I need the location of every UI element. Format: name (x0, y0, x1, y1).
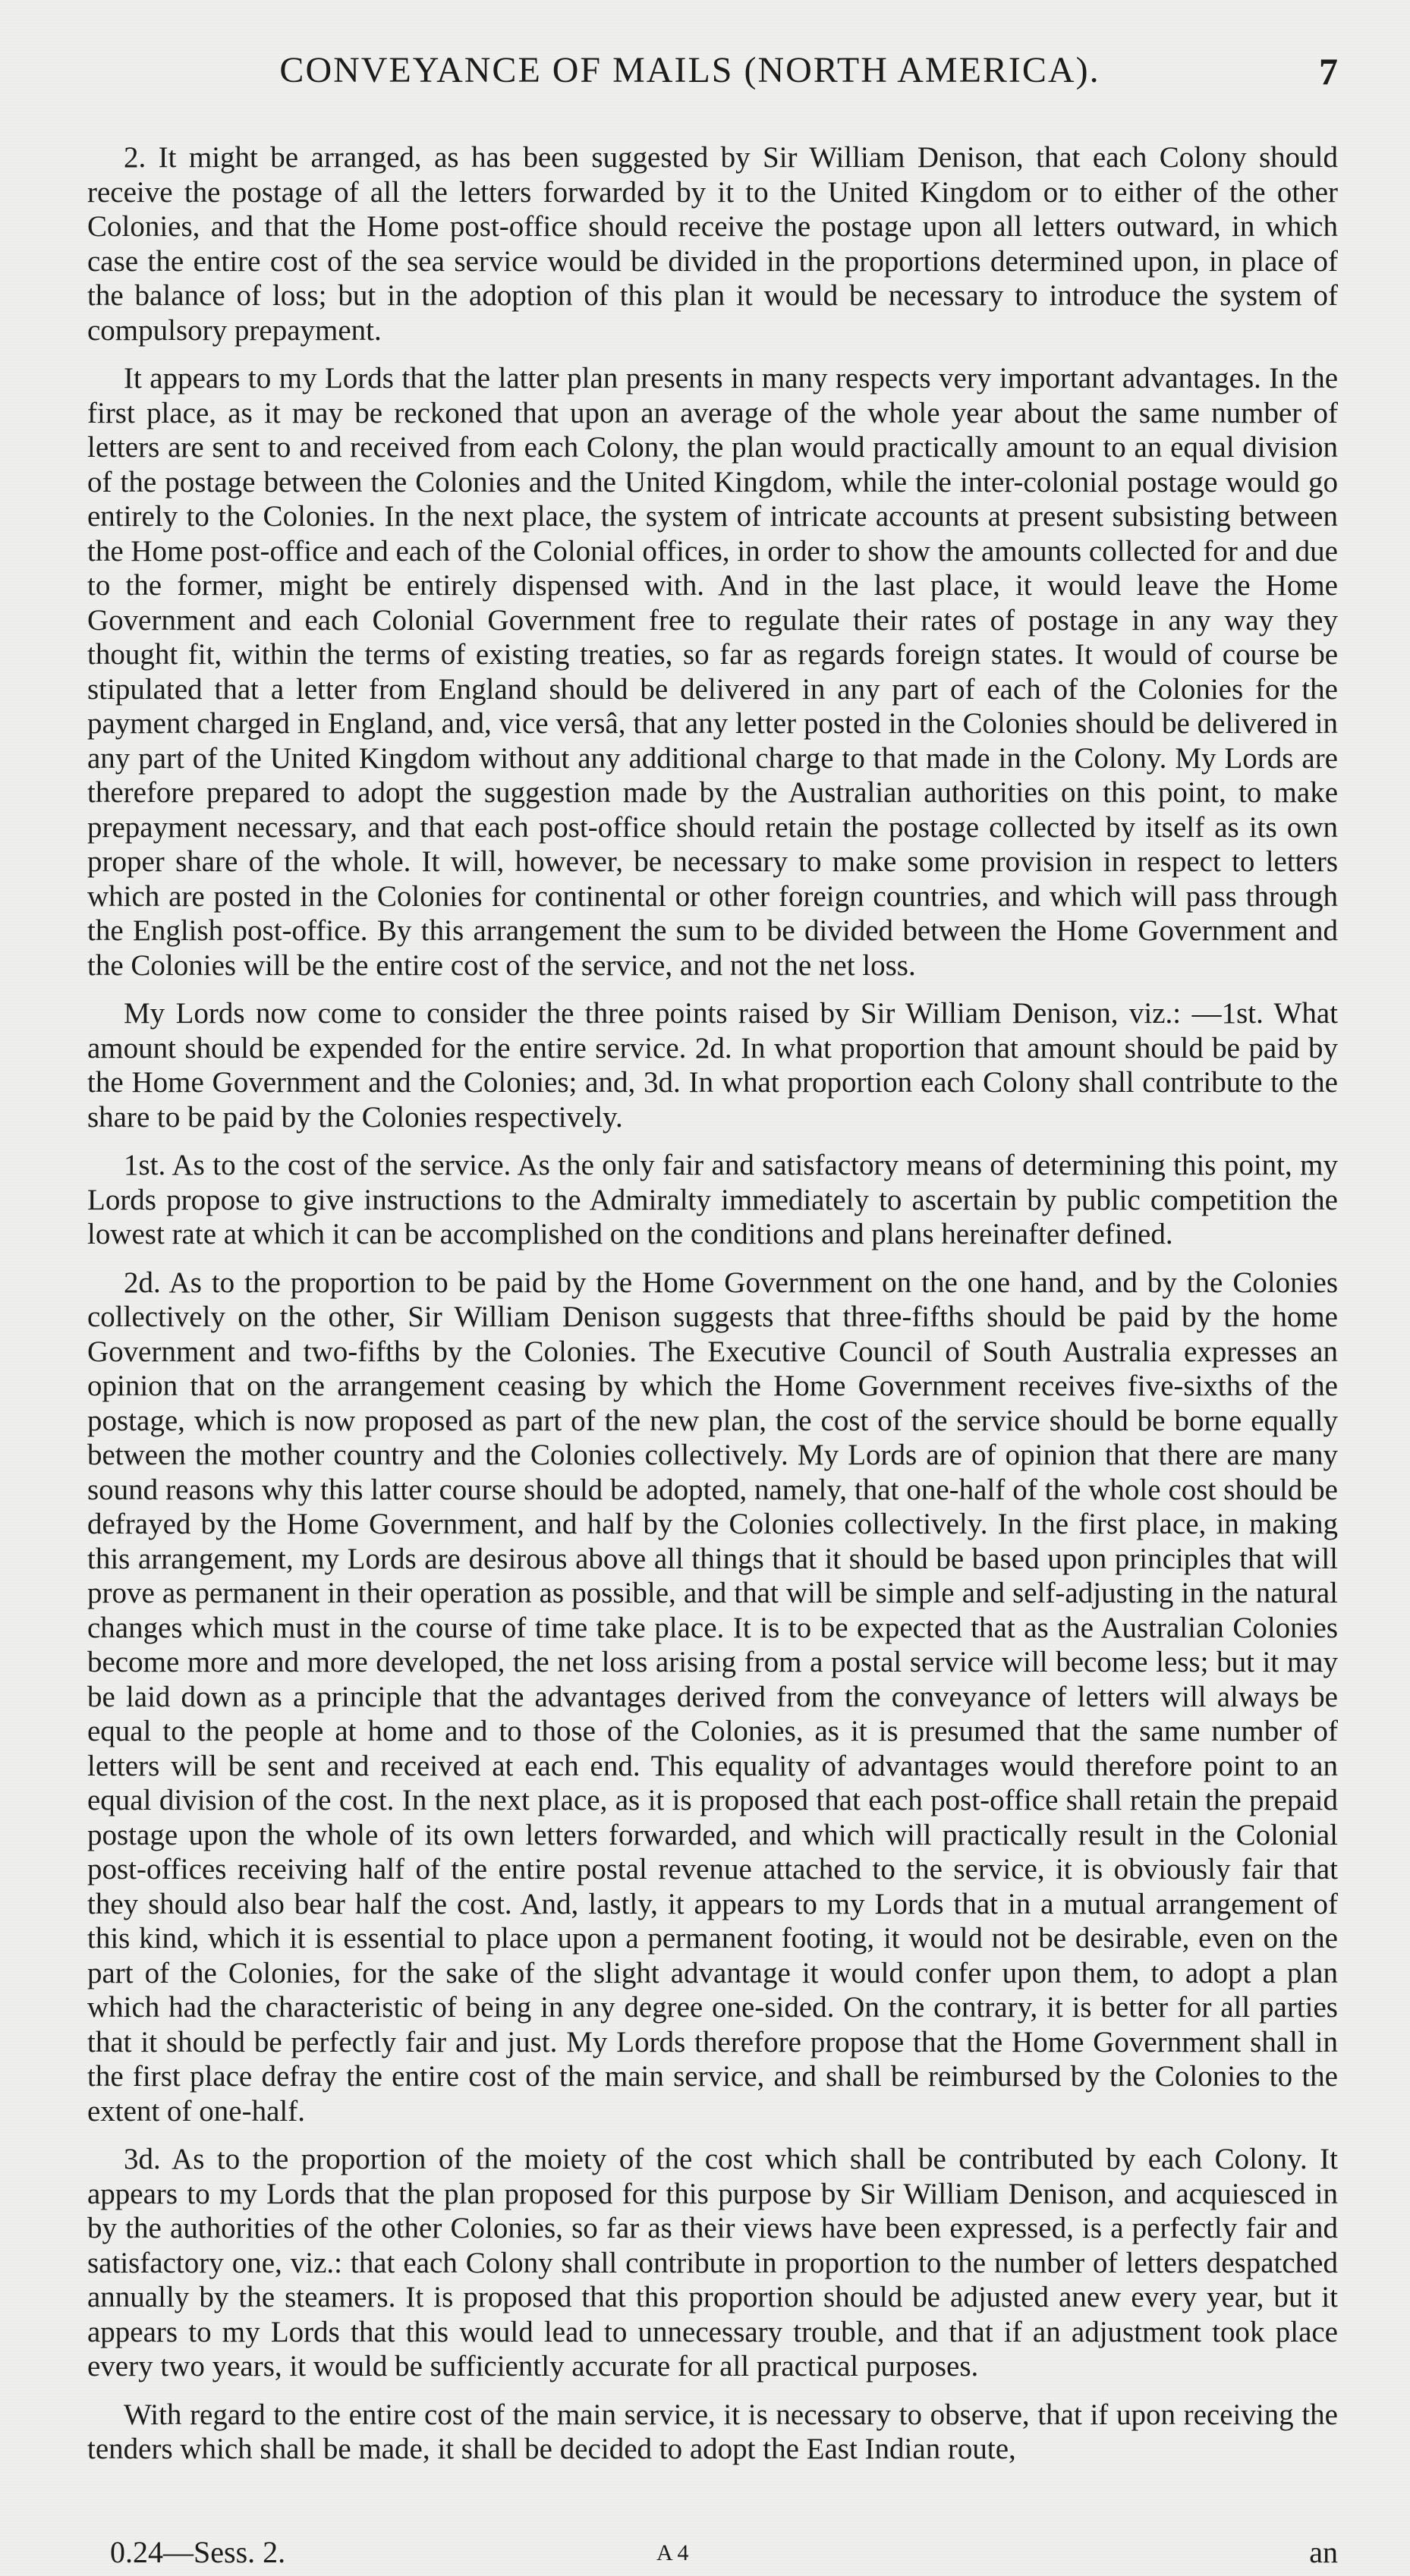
page-footer (87, 2534, 1338, 2572)
paragraph: My Lords now come to consider the three points raised by Sir William Denison, viz.: —1st. What amount should be expended for the entire service. 2d. In what proportion that amount should be paid by the Home Government and the Colonies; and, 3d. In what proportion each Colony shall contribute to the share to be paid by the Colonies respectively. (87, 997, 1338, 1134)
paragraph: 2d. As to the proportion to be paid by the Home Government on the one hand, and by the Colonies collectively on the other, Sir William Denison suggests that three-fifths should be paid by the home Government and two-fifths by the Colonies. The Executive Council of South Australia expresses an opinion that on the arrangement ceasing by which the Home Government receives five-sixths of the postage, which is now proposed as part of the new plan, the cost of the service should be borne equally between the mother country and the Colonies collectively. My Lords are of opinion that there are many sound reasons why this latter course should be adopted, namely, that one-half of the whole cost should be defrayed by the Home Government, and half by the Colonies collectively. In the first place, in making this arrangement, my Lords are desirous above all things that it should be based upon principles that will prove as permanent in their operation as possible, and that will be simple and self-adjusting in the natural changes which must in the course of time take place. It is to be expected that as the Australian Colonies become more and more developed, the net loss arising from a postal service will become less; but it may be laid down as a principle that the advantages derived from the conveyance of letters will always be equal to the people at home and to those of the Colonies, as it is presumed that the same number of letters will be sent and received at each end. This equality of advantages would therefore point to an equal division of the cost. In the next place, as it is proposed that each post-office shall retain the prepaid postage upon the whole of its own letters forwarded, and which will practically result in the Colonial post-offices receiving half of the entire postal revenue attached to the service, it is obviously fair that they should also bear half the cost. And, lastly, it appears to my Lords that in a mutual arrangement of this kind, which it is essential to place upon a permanent footing, it would not be desirable, even on the part of the Colonies, for the sake of the slight advantage it would confer upon them, to adopt a plan which had the characteristic of being in any degree one-sided. On the contrary, it is better for all parties that it should be perfectly fair and just. My Lords therefore propose that the Home Government shall in the first place defray the entire cost of the main service, and shall be reimbursed by the Colonies to the extent of one-half. (87, 1266, 1338, 2128)
running-head (87, 42, 1338, 110)
paragraph: 2. It might be arranged, as has been suggested by Sir William Denison, that each Colony should receive the postage of all the letters forwarded by it to the United Kingdom or to either of the other Colonies, and that the Home post-office should receive the postage upon all letters outward, in which case the entire cost of the sea service would be divided in the proportions determined upon, in place of the balance of loss; but in the adoption of this plan it would be necessary to introduce the system of compulsory prepayment. (87, 141, 1338, 347)
paragraph: 3d. As to the proportion of the moiety of the cost which shall be contributed by each Colony. It appears to my Lords that the plan proposed for this purpose by Sir William Denison, and acquiesced in by the authorities of the other Colonies, so far as their views have been expressed, is a perfectly fair and satisfactory one, viz.: that each Colony shall contribute in proportion to the number of letters despatched annually by the steamers. It is proposed that this proportion should be adjusted anew every year, but it appears to my Lords that this would lead to unnecessary trouble, and that if an adjustment took place every two years, it would be sufficiently accurate for all practical purposes. (87, 2143, 1338, 2383)
body-text (87, 140, 1338, 2467)
session-signature: 0.24—Sess. 2. (110, 2535, 286, 2569)
catchword: an (1309, 2535, 1338, 2569)
paragraph: It appears to my Lords that the latter plan presents in many respects very important advantages. In the first place, as it may be reckoned that upon an average of the whole year about the same number of letters are sent to and received from each Colony, the plan would practically amount to an equal division of the postage between the Colonies and the United Kingdom, while the inter-colonial postage would go entirely to the Colonies. In the next place, the system of intricate accounts at present subsisting between the Home post-office and each of the Colonial offices, in order to show the amounts collected for and due to the former, might be entirely dispensed with. And in the last place, it would leave the Home Government and each Colonial Government free to regulate their rates of postage in any way they thought fit, within the terms of existing treaties, so far as regards foreign states. It would of course be stipulated that a letter from England should be delivered in any part of each of the Colonies for the payment charged in England, and, vice versâ, that any letter posted in the Colonies should be delivered in any part of the United Kingdom without any additional charge to that made in the Colony. My Lords are therefore prepared to adopt the suggestion made by the Australian authorities on this point, to make prepayment necessary, and that each post-office should retain the postage collected by itself as its own proper share of the whole. It will, however, be necessary to make some provision in respect to letters which are posted in the Colonies for continental or other foreign countries, and which will pass through the English post-office. By this arrangement the sum to be divided between the Home Government and the Colonies will be the entire cost of the service, and not the net loss. (87, 362, 1338, 982)
paragraph: 1st. As to the cost of the service. As the only fair and satisfactory means of determining this point, my Lords propose to give instructions to the Admiralty immediately to ascertain by public competition the lowest rate at which it can be accomplished on the conditions and plans hereinafter defined. (87, 1149, 1338, 1250)
page-number: 7 (1319, 50, 1338, 93)
quire-mark: A 4 (656, 2540, 689, 2565)
paragraph: With regard to the entire cost of the main service, it is necessary to observe, that if upon receiving the tenders which shall be made, it shall be decided to adopt the East Indian route, (87, 2398, 1338, 2465)
page-title: CONVEYANCE OF MAILS (NORTH AMERICA). (279, 50, 1100, 90)
